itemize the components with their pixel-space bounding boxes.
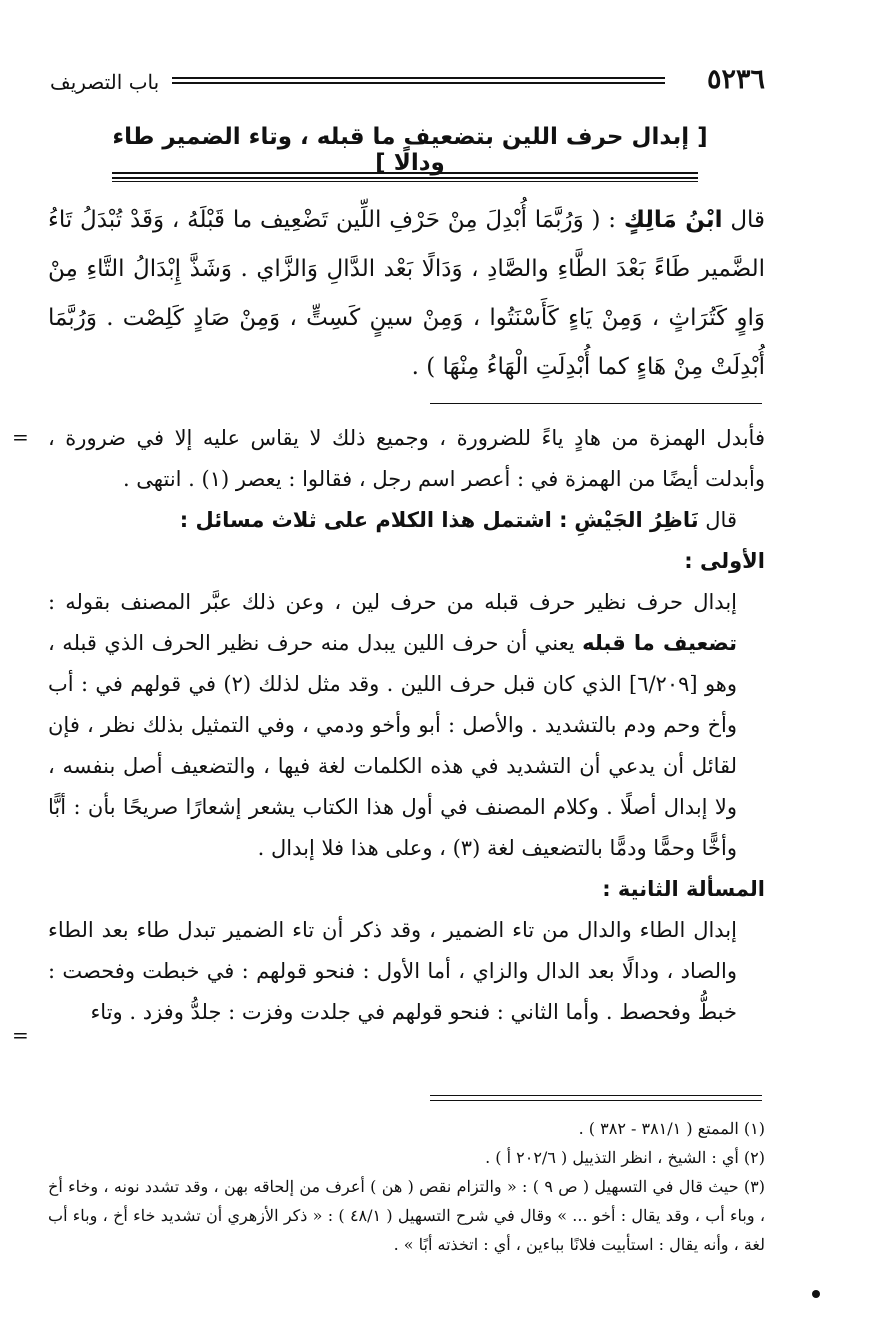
commentary-lead: قال [705, 508, 737, 532]
footnotes [48, 1114, 765, 1259]
page-number: ٥٢٣٦ [706, 64, 765, 95]
page-header [50, 62, 765, 98]
running-title: باب التصريف [50, 70, 160, 94]
paragraph: فأبدل الهمزة من هادٍ ياءً للضرورة ، وجميع ذلك لا يقاس عليه إلا في ضرورة ، وأبدلت أيضًا من الهمزة في : أعصر اسم رجل ، فقالوا : يعصر (١) . انتهى . [48, 426, 765, 491]
matn-author: ابْنُ مَالِكٍ [623, 207, 723, 233]
paragraph [48, 500, 765, 541]
paragraph [48, 582, 765, 869]
paragraph: إبدال الطاء والدال من تاء الضمير ، وقد ذكر أن تاء الضمير تبدل طاء بعد الطاء والصاد ، ودالًا بعد الدال والزاي ، أما الأول : فنحو قولهم : في خبطت وفحصت : خبطُّ وفحصط . وأما الثاني : فنحو قولهم في جلدت وفزت : جلدُّ وفزد . وتاء [48, 918, 737, 1024]
commentary-intro: : اشتمل هذا الكلام على ثلاث مسائل : [179, 508, 568, 532]
header-rule [172, 77, 665, 84]
paragraph-text: يعني أن حرف اللين يبدل منه حرف نظير الحرف الذي قبله ، وهو [٦/٢٠٩] الذي كان قبل حرف اللين . وقد مثل لذلك (٢) في قولهم في : أب وأخ وحم ودم بالتشديد . والأصل : أبو وأخو ودمي ، وفي التمثيل بذلك نظر ، فإن لقائل أن يدعي أن التشديد في هذه الكلمات لغة فيها ، والتضعيف أصل بنفسه ، ولا إبدال أصلًا . وكلام المصنف في أول هذا الكتاب يشعر إشعارًا صريحًا بأن : أبًّا وأخًّا وحمًّا ودمًّا بالتضعيف لغة (٣) ، وعلى هذا فلا إبدال . [48, 631, 738, 860]
commentary [48, 418, 765, 1033]
footnote: (٢) أي : الشيخ ، انظر التذييل ( ٢٠٢/٦ أ ) . [485, 1148, 765, 1167]
page-dot [812, 1290, 820, 1298]
footnote-rule-thin [430, 1100, 762, 1101]
heading-second: المسألة الثانية : [602, 877, 765, 901]
footnote: (٣) حيث قال في التسهيل ( ص ٩ ) : « والتزام نقص ( هن ) أعرف من إلحاقه بهن ، وقد تشدد نونه ، وخاء أخ ، وباء أب ، وقد يقال : أخو ... » وقال في شرح التسهيل ( ٤٨/١ ) : « ذكر الأزهري أن تشديد خاء أخ ، وباء أب لغة ، وأنه يقال : استأبيت فلانًا بباءين ، أي : اتخذته أبًا » . [48, 1177, 766, 1254]
footnote: (١) الممتع ( ٣٨١/١ - ٣٨٢ ) . [578, 1119, 765, 1138]
commentary-author: نَاظِرُ الجَيْشِ [574, 508, 699, 532]
paragraph-text: إبدال حرف نظير حرف قبله من حرف لين ، وعن ذلك عبَّر المصنف بقوله : [48, 590, 738, 614]
heading-first: الأولى : [684, 549, 765, 573]
matn-lead: قال [730, 207, 766, 233]
separator-rule [430, 403, 762, 404]
quoted-term: تضعيف ما قبله [582, 631, 737, 655]
matn-text: : ( وَرُبَّمَا أُبْدِلَ مِنْ حَرْفِ اللِّين تَضْعِيف ما قَبْلَهُ ، وَقَدْ تُبْدَلُ تَاءُ الضَّمير طَاءً بَعْدَ الطَّاءِ والصَّادِ ، وَدَالًا بَعْد الدَّالِ وَالزَّاي . وَشَذَّ إِبْدَالُ التَّاءِ مِنْ وَاوٍ كَتُرَاثٍ ، وَمِنْ يَاءٍ كَأَسْنَتُوا ، وَمِنْ سينٍ كَسِتٍّ ، وَمِنْ صَادٍ كَلِصْت . وَرُبَّمَا أُبْدِلَتْ مِنْ هَاءٍ كما أُبْدِلَتِ الْهَاءُ مِنْهَا ) . [48, 207, 765, 380]
continuation-mark-top: = [12, 425, 29, 449]
footnote-rule [430, 1095, 762, 1096]
continuation-mark-bottom: = [12, 1023, 29, 1047]
title-rule-thin [112, 181, 698, 182]
title-rule [112, 172, 698, 179]
matn-quote [48, 196, 765, 392]
section-title: [ إبدال حرف اللين بتضعيف ما قبله ، وتاء الضمير طاء ودالًا ] [112, 124, 708, 176]
